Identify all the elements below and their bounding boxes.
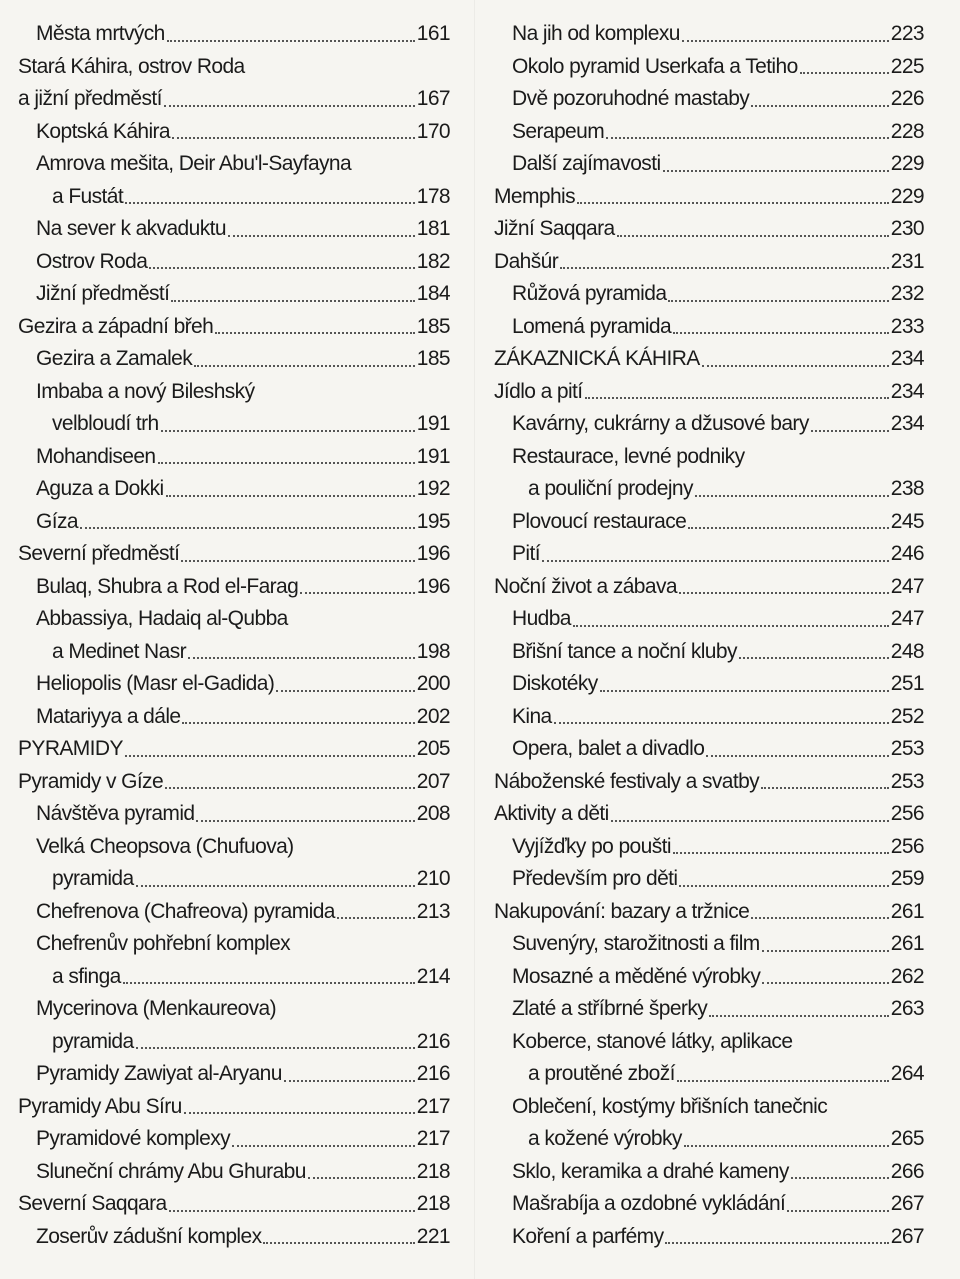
toc-entry-title: Dahšúr bbox=[494, 249, 559, 273]
toc-entry-title: Další zajímavosti bbox=[512, 152, 661, 175]
toc-page-number: 210 bbox=[416, 867, 450, 890]
toc-entry bbox=[494, 993, 924, 1026]
toc-entry-title: Heliopolis (Masr el-Gadida) bbox=[36, 672, 275, 695]
toc-dot-leader bbox=[172, 137, 415, 139]
toc-dot-leader bbox=[158, 462, 415, 464]
toc-entry bbox=[18, 636, 450, 669]
toc-page-number: 195 bbox=[416, 509, 450, 533]
toc-entry bbox=[18, 181, 450, 214]
toc-entry-title: Aguza a Dokki bbox=[36, 477, 164, 500]
toc-entry-title: Okolo pyramid Userkafa a Tetiho bbox=[512, 54, 798, 78]
toc-dot-leader bbox=[167, 40, 415, 42]
toc-page-number: 178 bbox=[416, 184, 450, 208]
toc-entry bbox=[18, 863, 450, 896]
toc-entry bbox=[18, 506, 450, 539]
toc-entry bbox=[494, 441, 924, 474]
toc-entry-title: Opera, balet a divadlo bbox=[512, 737, 705, 760]
toc-entry-title: Noční život a zábava bbox=[494, 574, 677, 598]
toc-dot-leader bbox=[125, 202, 415, 204]
toc-entry-title: Kina bbox=[512, 704, 552, 728]
toc-dot-leader bbox=[337, 917, 415, 919]
toc-dot-leader bbox=[611, 820, 889, 822]
toc-entry bbox=[18, 408, 450, 441]
toc-dot-leader bbox=[688, 527, 889, 529]
toc-page-number: 251 bbox=[890, 672, 924, 695]
toc-page-number: 247 bbox=[890, 607, 924, 630]
toc-dot-leader bbox=[617, 235, 889, 237]
toc-entry-title: pyramida bbox=[52, 867, 134, 890]
toc-page-number: 221 bbox=[416, 1224, 450, 1248]
toc-entry-title: Oblečení, kostýmy břišních tanečnic bbox=[512, 1094, 828, 1118]
toc-entry bbox=[494, 733, 924, 766]
toc-entry-title: velbloudí trh bbox=[52, 412, 159, 435]
toc-entry-title: Chefrenova (Chafreova) pyramida bbox=[36, 899, 335, 923]
toc-entry-title: ZÁKAZNICKÁ KÁHIRA bbox=[494, 347, 700, 370]
toc-entry-title: Návštěva pyramid bbox=[36, 802, 195, 825]
toc-entry-title: Kavárny, cukrárny a džusové bary bbox=[512, 412, 809, 435]
toc-entry bbox=[18, 1058, 450, 1091]
toc-dot-leader bbox=[166, 495, 415, 497]
toc-entry bbox=[494, 798, 924, 831]
toc-entry-title: a sfinga bbox=[52, 964, 121, 988]
toc-entry-title: PYRAMIDY bbox=[18, 737, 123, 760]
toc-entry bbox=[18, 213, 450, 246]
toc-dot-leader bbox=[164, 105, 415, 107]
toc-entry-title: a kožené výrobky bbox=[528, 1127, 682, 1150]
toc-dot-leader bbox=[232, 1145, 415, 1147]
toc-entry bbox=[494, 18, 924, 51]
toc-entry-title: Suvenýry, starožitnosti a film bbox=[512, 932, 760, 955]
toc-entry bbox=[494, 311, 924, 344]
toc-dot-leader bbox=[702, 365, 889, 367]
toc-right-column bbox=[494, 18, 924, 1253]
toc-page-number: 231 bbox=[890, 249, 924, 273]
toc-entry-title: Pyramidy Abu Síru bbox=[18, 1094, 182, 1118]
toc-page-number: 202 bbox=[416, 704, 450, 728]
toc-page-number: 192 bbox=[416, 477, 450, 500]
toc-page-number: 184 bbox=[416, 282, 450, 305]
toc-entry bbox=[494, 376, 924, 409]
toc-page-number: 253 bbox=[890, 737, 924, 760]
toc-page-number: 207 bbox=[416, 769, 450, 793]
toc-entry-title: Gíza bbox=[36, 509, 78, 533]
toc-dot-leader bbox=[695, 495, 889, 497]
toc-entry bbox=[494, 181, 924, 214]
toc-dot-leader bbox=[123, 982, 415, 984]
toc-page-number: 196 bbox=[416, 574, 450, 598]
toc-page-number: 245 bbox=[890, 509, 924, 533]
toc-page-number: 253 bbox=[890, 769, 924, 793]
toc-page-number: 234 bbox=[890, 412, 924, 435]
toc-entry bbox=[18, 831, 450, 864]
toc-dot-leader bbox=[787, 1210, 888, 1212]
toc-entry bbox=[18, 766, 450, 799]
toc-entry bbox=[18, 246, 450, 279]
toc-entry-title: a jižní předměstí bbox=[18, 87, 162, 110]
toc-dot-leader bbox=[228, 235, 415, 237]
toc-entry bbox=[494, 668, 924, 701]
toc-entry-title: Restaurace, levné podniky bbox=[512, 444, 745, 468]
toc-entry-title: Sklo, keramika a drahé kameny bbox=[512, 1159, 789, 1183]
toc-entry bbox=[18, 18, 450, 51]
toc-dot-leader bbox=[606, 137, 889, 139]
toc-dot-leader bbox=[762, 950, 889, 952]
toc-entry bbox=[18, 571, 450, 604]
toc-page-number: 261 bbox=[890, 932, 924, 955]
toc-entry-title: Serapeum bbox=[512, 119, 605, 143]
toc-dot-leader bbox=[684, 1145, 889, 1147]
toc-entry-title: Ostrov Roda bbox=[36, 249, 148, 273]
toc-page-number: 214 bbox=[416, 964, 450, 988]
toc-entry bbox=[494, 83, 924, 116]
toc-entry bbox=[494, 1188, 924, 1221]
toc-entry bbox=[494, 571, 924, 604]
toc-entry bbox=[18, 343, 450, 376]
toc-entry bbox=[18, 1188, 450, 1221]
toc-entry-title: Hudba bbox=[512, 607, 571, 630]
toc-entry-title: Koření a parfémy bbox=[512, 1224, 664, 1248]
toc-page-number: 266 bbox=[890, 1159, 924, 1183]
toc-entry-title: a pouliční prodejny bbox=[528, 477, 693, 500]
toc-entry bbox=[18, 538, 450, 571]
toc-entry bbox=[494, 766, 924, 799]
toc-entry bbox=[494, 538, 924, 571]
toc-entry bbox=[494, 961, 924, 994]
toc-page-number: 205 bbox=[416, 737, 450, 760]
toc-entry bbox=[18, 798, 450, 831]
toc-page-number: 234 bbox=[890, 379, 924, 403]
toc-page-number: 213 bbox=[416, 899, 450, 923]
toc-entry-title: a Medinet Nasr bbox=[52, 639, 186, 663]
toc-entry-title: Sluneční chrámy Abu Ghurabu bbox=[36, 1159, 306, 1183]
toc-dot-leader bbox=[761, 787, 889, 789]
toc-entry-title: Plovoucí restaurace bbox=[512, 509, 687, 533]
toc-entry-title: Pyramidy v Gíze bbox=[18, 769, 164, 793]
toc-dot-leader bbox=[125, 755, 415, 757]
toc-dot-leader bbox=[136, 885, 415, 887]
toc-entry bbox=[494, 1026, 924, 1059]
toc-page-number: 246 bbox=[890, 542, 924, 565]
toc-dot-leader bbox=[577, 202, 889, 204]
toc-dot-leader bbox=[308, 1177, 415, 1179]
toc-page-number: 216 bbox=[416, 1062, 450, 1085]
toc-entry bbox=[494, 506, 924, 539]
toc-entry-title: Mosazné a měděné výrobky bbox=[512, 964, 761, 988]
toc-dot-leader bbox=[80, 527, 415, 529]
toc-entry bbox=[18, 993, 450, 1026]
toc-page-number: 263 bbox=[890, 997, 924, 1020]
toc-page-number: 228 bbox=[890, 119, 924, 143]
toc-dot-leader bbox=[196, 820, 414, 822]
toc-dot-leader bbox=[276, 690, 415, 692]
toc-page-number: 230 bbox=[890, 217, 924, 240]
toc-page-number: 248 bbox=[890, 639, 924, 663]
toc-entry-title: Jižní Saqqara bbox=[494, 217, 615, 240]
toc-dot-leader bbox=[791, 1177, 889, 1179]
toc-dot-leader bbox=[194, 365, 415, 367]
toc-dot-leader bbox=[188, 657, 415, 659]
toc-dot-leader bbox=[668, 300, 888, 302]
toc-entry-title: Imbaba a nový Bileshský bbox=[36, 379, 255, 403]
toc-entry bbox=[18, 278, 450, 311]
toc-entry-title: Koberce, stanové látky, aplikace bbox=[512, 1029, 793, 1053]
toc-entry-title: Gezira a Zamalek bbox=[36, 347, 193, 370]
toc-dot-leader bbox=[263, 1242, 414, 1244]
toc-entry-title: pyramida bbox=[52, 1029, 134, 1053]
toc-entry bbox=[494, 636, 924, 669]
toc-entry-title: Na jih od komplexu bbox=[512, 22, 680, 45]
toc-dot-leader bbox=[169, 1210, 415, 1212]
toc-entry bbox=[494, 1221, 924, 1254]
toc-page-number: 191 bbox=[416, 412, 450, 435]
toc-entry-title: Zlaté a stříbrné šperky bbox=[512, 997, 708, 1020]
toc-entry bbox=[494, 603, 924, 636]
toc-entry bbox=[494, 246, 924, 279]
toc-dot-leader bbox=[682, 40, 889, 42]
toc-entry bbox=[494, 928, 924, 961]
toc-page-number: 185 bbox=[416, 347, 450, 370]
toc-entry bbox=[18, 148, 450, 181]
toc-dot-leader bbox=[573, 625, 889, 627]
toc-entry-title: Dvě pozoruhodné mastaby bbox=[512, 87, 750, 110]
toc-entry bbox=[18, 311, 450, 344]
toc-entry bbox=[18, 928, 450, 961]
toc-entry bbox=[18, 376, 450, 409]
toc-dot-leader bbox=[663, 170, 889, 172]
toc-dot-leader bbox=[751, 917, 889, 919]
toc-dot-leader bbox=[161, 430, 415, 432]
toc-dot-leader bbox=[182, 722, 414, 724]
toc-entry-title: Diskotéky bbox=[512, 672, 598, 695]
toc-page-number: 161 bbox=[416, 22, 450, 45]
toc-entry-title: Nakupování: bazary a tržnice bbox=[494, 899, 750, 923]
toc-entry bbox=[18, 1221, 450, 1254]
toc-left-column bbox=[18, 18, 450, 1253]
toc-dot-leader bbox=[679, 592, 889, 594]
toc-entry bbox=[18, 473, 450, 506]
toc-page-number: 181 bbox=[416, 217, 450, 240]
toc-entry bbox=[494, 1123, 924, 1156]
toc-dot-leader bbox=[165, 787, 415, 789]
toc-dot-leader bbox=[673, 332, 889, 334]
toc-entry-title: Amrova mešita, Deir Abu'l-Sayfayna bbox=[36, 152, 352, 175]
toc-entry-title: Velká Cheopsova (Chufuova) bbox=[36, 834, 294, 858]
toc-entry bbox=[494, 1156, 924, 1189]
toc-dot-leader bbox=[665, 1242, 888, 1244]
toc-page-number: 229 bbox=[890, 152, 924, 175]
toc-entry bbox=[494, 116, 924, 149]
toc-entry bbox=[494, 1091, 924, 1124]
toc-page-number: 265 bbox=[890, 1127, 924, 1150]
toc-dot-leader bbox=[800, 72, 889, 74]
toc-page-number: 200 bbox=[416, 672, 450, 695]
toc-page-number: 217 bbox=[416, 1127, 450, 1150]
toc-page-number: 191 bbox=[416, 444, 450, 468]
toc-page-number: 167 bbox=[416, 87, 450, 110]
toc-dot-leader bbox=[171, 300, 414, 302]
toc-entry-title: Bulaq, Shubra a Rod el-Farag bbox=[36, 574, 299, 598]
toc-entry bbox=[18, 441, 450, 474]
toc-page-number: 170 bbox=[416, 119, 450, 143]
toc-entry-title: Města mrtvých bbox=[36, 22, 165, 45]
toc-page-number: 182 bbox=[416, 249, 450, 273]
toc-dot-leader bbox=[215, 332, 415, 334]
toc-entry-title: Severní předměstí bbox=[18, 542, 180, 565]
toc-entry bbox=[18, 701, 450, 734]
toc-entry-title: Pití bbox=[512, 542, 540, 565]
toc-dot-leader bbox=[751, 105, 889, 107]
toc-dot-leader bbox=[184, 1112, 415, 1114]
toc-entry-title: Růžová pyramida bbox=[512, 282, 667, 305]
toc-entry-title: Jižní předměstí bbox=[36, 282, 170, 305]
toc-page-number: 229 bbox=[890, 184, 924, 208]
column-gutter bbox=[474, 0, 475, 1279]
toc-dot-leader bbox=[739, 657, 889, 659]
toc-dot-leader bbox=[673, 852, 889, 854]
toc-entry bbox=[18, 83, 450, 116]
toc-entry bbox=[18, 51, 450, 84]
toc-dot-leader bbox=[762, 982, 889, 984]
toc-entry bbox=[18, 733, 450, 766]
toc-page-number: 267 bbox=[890, 1192, 924, 1215]
toc-page-number: 264 bbox=[890, 1062, 924, 1085]
toc-entry bbox=[494, 863, 924, 896]
toc-page-number: 217 bbox=[416, 1094, 450, 1118]
toc-dot-leader bbox=[149, 267, 414, 269]
toc-entry bbox=[494, 701, 924, 734]
toc-entry bbox=[18, 1123, 450, 1156]
toc-entry bbox=[494, 831, 924, 864]
toc-page-number: 238 bbox=[890, 477, 924, 500]
toc-entry bbox=[494, 408, 924, 441]
toc-entry-title: Pyramidy Zawiyat al-Aryanu bbox=[36, 1062, 282, 1085]
toc-dot-leader bbox=[677, 1080, 889, 1082]
toc-dot-leader bbox=[709, 1015, 889, 1017]
toc-page-number: 252 bbox=[890, 704, 924, 728]
toc-dot-leader bbox=[554, 722, 889, 724]
toc-entry-title: Mašrabíja a ozdobné vykládání bbox=[512, 1192, 786, 1215]
toc-page-number: 256 bbox=[890, 802, 924, 825]
toc-page-number: 234 bbox=[890, 347, 924, 370]
toc-entry bbox=[18, 1091, 450, 1124]
toc-page-number: 208 bbox=[416, 802, 450, 825]
toc-page-number: 259 bbox=[890, 867, 924, 890]
toc-entry-title: Zoserův zádušní komplex bbox=[36, 1224, 262, 1248]
toc-page-number: 223 bbox=[890, 22, 924, 45]
toc-dot-leader bbox=[300, 592, 415, 594]
toc-page-number: 261 bbox=[890, 899, 924, 923]
toc-entry bbox=[18, 668, 450, 701]
toc-entry bbox=[494, 213, 924, 246]
toc-entry-title: Především pro děti bbox=[512, 867, 678, 890]
toc-entry-title: Gezira a západní břeh bbox=[18, 314, 214, 338]
toc-entry bbox=[494, 51, 924, 84]
toc-entry-title: Matariyya a dále bbox=[36, 704, 181, 728]
toc-page-number: 233 bbox=[890, 314, 924, 338]
toc-entry-title: Lomená pyramida bbox=[512, 314, 672, 338]
toc-entry-title: Abbassiya, Hadaiq al-Qubba bbox=[36, 607, 288, 630]
toc-entry-title: Severní Saqqara bbox=[18, 1192, 167, 1215]
toc-page-number: 196 bbox=[416, 542, 450, 565]
toc-dot-leader bbox=[542, 560, 889, 562]
toc-entry-title: Jídlo a pití bbox=[494, 379, 583, 403]
toc-entry-title: Na sever k akvaduktu bbox=[36, 217, 226, 240]
toc-dot-leader bbox=[560, 267, 889, 269]
toc-entry bbox=[18, 1156, 450, 1189]
toc-page-number: 232 bbox=[890, 282, 924, 305]
toc-entry-title: Aktivity a děti bbox=[494, 802, 609, 825]
toc-entry-title: Břišní tance a noční kluby bbox=[512, 639, 737, 663]
toc-entry bbox=[18, 896, 450, 929]
toc-page-number: 262 bbox=[890, 964, 924, 988]
toc-entry bbox=[494, 473, 924, 506]
toc-dot-leader bbox=[679, 885, 888, 887]
toc-entry-title: Memphis bbox=[494, 184, 575, 208]
toc-entry bbox=[18, 1026, 450, 1059]
toc-entry-title: Koptská Káhira bbox=[36, 119, 171, 143]
toc-entry-title: a Fustát bbox=[52, 184, 124, 208]
toc-entry bbox=[494, 148, 924, 181]
toc-page-number: 185 bbox=[416, 314, 450, 338]
toc-entry bbox=[494, 343, 924, 376]
toc-entry-title: a proutěné zboží bbox=[528, 1062, 675, 1085]
toc-entry bbox=[18, 116, 450, 149]
toc-page-number: 256 bbox=[890, 834, 924, 858]
toc-dot-leader bbox=[136, 1047, 415, 1049]
toc-entry-title: Chefrenův pohřební komplex bbox=[36, 932, 291, 955]
toc-page-number: 216 bbox=[416, 1029, 450, 1053]
toc-entry-title: Vyjížďky po poušti bbox=[512, 834, 671, 858]
toc-entry bbox=[494, 1058, 924, 1091]
toc-page-number: 225 bbox=[890, 54, 924, 78]
toc-entry-title: Mycerinova (Menkaureova) bbox=[36, 997, 277, 1020]
toc-entry bbox=[494, 278, 924, 311]
toc-dot-leader bbox=[600, 690, 889, 692]
toc-page-number: 247 bbox=[890, 574, 924, 598]
toc-dot-leader bbox=[284, 1080, 415, 1082]
toc-entry-title: Mohandiseen bbox=[36, 444, 156, 468]
toc-dot-leader bbox=[585, 397, 889, 399]
toc-page-number: 218 bbox=[416, 1192, 450, 1215]
toc-entry bbox=[18, 961, 450, 994]
toc-entry-title: Pyramidové komplexy bbox=[36, 1127, 231, 1150]
toc-entry bbox=[18, 603, 450, 636]
toc-page-number: 198 bbox=[416, 639, 450, 663]
toc-dot-leader bbox=[706, 755, 888, 757]
toc-dot-leader bbox=[811, 430, 889, 432]
toc-entry-title: Stará Káhira, ostrov Roda bbox=[18, 54, 245, 78]
toc-dot-leader bbox=[181, 560, 414, 562]
toc-page-number: 218 bbox=[416, 1159, 450, 1183]
toc-page-number: 267 bbox=[890, 1224, 924, 1248]
toc-page-number: 226 bbox=[890, 87, 924, 110]
toc-entry-title: Náboženské festivaly a svatby bbox=[494, 769, 760, 793]
toc-entry bbox=[494, 896, 924, 929]
